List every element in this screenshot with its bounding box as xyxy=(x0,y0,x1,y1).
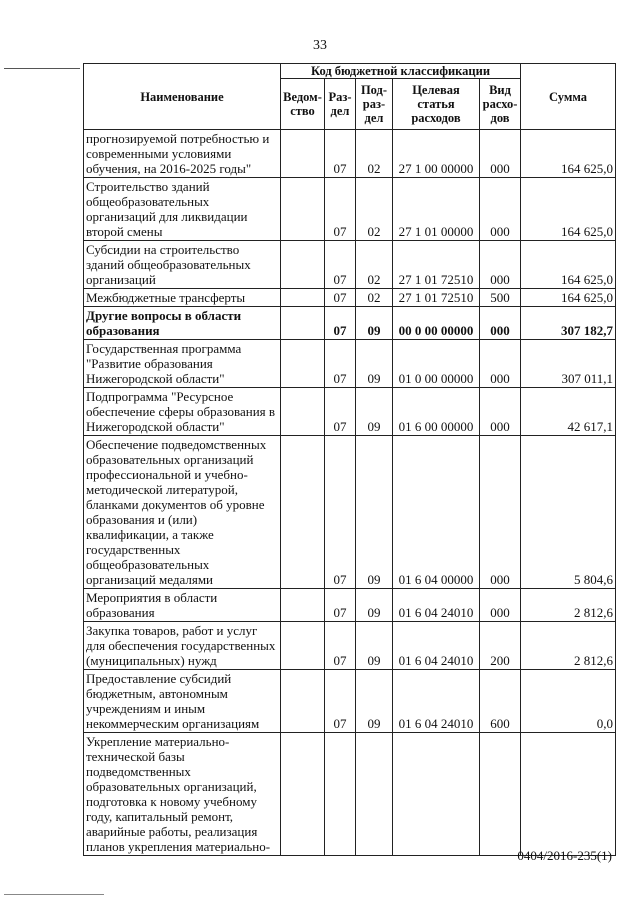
cell-expense-type: 000 xyxy=(480,178,521,241)
cell-podrazdel: 02 xyxy=(356,289,393,307)
cell-podrazdel: 09 xyxy=(356,340,393,388)
cell-name: Предоставление субсидий бюджетным, автономным учреждениям и иным некоммерческим организациям xyxy=(84,670,281,733)
cell-vedomstvo xyxy=(281,436,325,589)
cell-target-article: 27 1 01 00000 xyxy=(393,178,480,241)
cell-vedomstvo xyxy=(281,241,325,289)
cell-sum: 42 617,1 xyxy=(521,388,616,436)
cell-razdel: 07 xyxy=(325,670,356,733)
cell-podrazdel: 09 xyxy=(356,307,393,340)
cell-sum: 5 804,6 xyxy=(521,436,616,589)
cell-name: Межбюджетные трансферты xyxy=(84,289,281,307)
cell-target-article: 01 6 00 00000 xyxy=(393,388,480,436)
cell-razdel: 07 xyxy=(325,130,356,178)
cell-vedomstvo xyxy=(281,670,325,733)
table-row xyxy=(84,241,616,289)
table-row xyxy=(84,289,616,307)
table-row xyxy=(84,436,616,589)
header-target-article: Целевая статья расходов xyxy=(393,79,480,130)
cell-podrazdel: 09 xyxy=(356,388,393,436)
cell-expense-type: 500 xyxy=(480,289,521,307)
budget-table-body xyxy=(84,130,616,856)
cell-sum: 2 812,6 xyxy=(521,622,616,670)
cell-vedomstvo xyxy=(281,733,325,856)
cell-podrazdel: 02 xyxy=(356,130,393,178)
cell-podrazdel: 09 xyxy=(356,622,393,670)
cell-name: Подпрограмма "Ресурсное обеспечение сферы образования в Нижегородской области" xyxy=(84,388,281,436)
cell-razdel: 07 xyxy=(325,589,356,622)
cell-target-article: 27 1 01 72510 xyxy=(393,289,480,307)
cell-podrazdel: 02 xyxy=(356,241,393,289)
cell-razdel: 07 xyxy=(325,241,356,289)
cell-podrazdel: 09 xyxy=(356,436,393,589)
cell-name: Обеспечение подведомственных образовательных организаций профессиональной и учебно-методической литературой, бланками документов об уровне образования и (или) квалификации, а также государственных общеобразовательных организаций медалями xyxy=(84,436,281,589)
header-name: Наименование xyxy=(84,64,281,130)
table-row xyxy=(84,589,616,622)
cell-sum: 164 625,0 xyxy=(521,289,616,307)
header-podrazdel: Под-раз-дел xyxy=(356,79,393,130)
header-razdel: Раз-дел xyxy=(325,79,356,130)
cell-target-article: 01 6 04 24010 xyxy=(393,670,480,733)
cell-sum: 307 011,1 xyxy=(521,340,616,388)
cell-vedomstvo xyxy=(281,388,325,436)
cell-sum: 2 812,6 xyxy=(521,589,616,622)
cell-vedomstvo xyxy=(281,589,325,622)
cell-sum: 0,0 xyxy=(521,670,616,733)
cell-expense-type: 000 xyxy=(480,130,521,178)
cell-vedomstvo xyxy=(281,289,325,307)
cell-target-article: 01 0 00 00000 xyxy=(393,340,480,388)
table-row xyxy=(84,130,616,178)
cell-expense-type: 000 xyxy=(480,388,521,436)
cell-podrazdel: 09 xyxy=(356,589,393,622)
header-vedomstvo: Ведом-ство xyxy=(281,79,325,130)
cell-sum: 164 625,0 xyxy=(521,241,616,289)
cell-vedomstvo xyxy=(281,340,325,388)
table-row xyxy=(84,388,616,436)
cell-podrazdel: 09 xyxy=(356,670,393,733)
header-expense-type: Вид расхо-дов xyxy=(480,79,521,130)
cell-name: прогнозируемой потребностью и современными условиями обучения, на 2016-2025 годы" xyxy=(84,130,281,178)
cell-razdel: 07 xyxy=(325,178,356,241)
cell-expense-type: 600 xyxy=(480,670,521,733)
header-budget-code-group: Код бюджетной классификации xyxy=(281,64,521,79)
cell-razdel: 07 xyxy=(325,436,356,589)
table-row xyxy=(84,622,616,670)
cell-target-article: 00 0 00 00000 xyxy=(393,307,480,340)
cell-expense-type: 000 xyxy=(480,307,521,340)
table-row xyxy=(84,340,616,388)
cell-sum: 164 625,0 xyxy=(521,178,616,241)
cell-expense-type: 000 xyxy=(480,589,521,622)
cell-vedomstvo xyxy=(281,622,325,670)
cell-razdel: 07 xyxy=(325,289,356,307)
cell-razdel: 07 xyxy=(325,622,356,670)
cell-vedomstvo xyxy=(281,178,325,241)
table-row xyxy=(84,733,616,856)
cell-razdel: 07 xyxy=(325,388,356,436)
cell-target-article: 01 6 04 24010 xyxy=(393,622,480,670)
cell-expense-type: 000 xyxy=(480,436,521,589)
cell-name: Мероприятия в области образования xyxy=(84,589,281,622)
document-code: 0404/2016-235(1) xyxy=(517,848,612,863)
cell-sum: 164 625,0 xyxy=(521,130,616,178)
page-number: 33 xyxy=(313,38,327,53)
cell-name: Укрепление материально-технической базы подведомственных образовательных организаций, подготовка к новому учебному году, капитальный ремонт, аварийные работы, реализация планов укрепления материально- xyxy=(84,733,281,856)
table-row xyxy=(84,307,616,340)
cell-sum xyxy=(521,733,616,856)
cell-target-article: 27 1 00 00000 xyxy=(393,130,480,178)
cell-name: Другие вопросы в области образования xyxy=(84,307,281,340)
cell-name: Закупка товаров, работ и услуг для обеспечения государственных (муниципальных) нужд xyxy=(84,622,281,670)
table-row xyxy=(84,670,616,733)
cell-expense-type: 000 xyxy=(480,340,521,388)
cell-podrazdel: 02 xyxy=(356,178,393,241)
cell-podrazdel xyxy=(356,733,393,856)
cell-target-article: 27 1 01 72510 xyxy=(393,241,480,289)
budget-table xyxy=(83,63,616,856)
cell-vedomstvo xyxy=(281,130,325,178)
cell-target-article xyxy=(393,733,480,856)
table-row xyxy=(84,178,616,241)
cell-sum: 307 182,7 xyxy=(521,307,616,340)
cell-razdel: 07 xyxy=(325,307,356,340)
cell-target-article: 01 6 04 00000 xyxy=(393,436,480,589)
cell-name: Субсидии на строительство зданий общеобразовательных организаций xyxy=(84,241,281,289)
scan-edge-line xyxy=(4,68,80,69)
cell-expense-type: 000 xyxy=(480,241,521,289)
cell-target-article: 01 6 04 24010 xyxy=(393,589,480,622)
header-sum: Сумма xyxy=(521,64,616,130)
cell-expense-type xyxy=(480,733,521,856)
cell-expense-type: 200 xyxy=(480,622,521,670)
cell-razdel xyxy=(325,733,356,856)
scan-edge-line xyxy=(4,894,104,895)
cell-razdel: 07 xyxy=(325,340,356,388)
cell-name: Государственная программа "Развитие образования Нижегородской области" xyxy=(84,340,281,388)
cell-name: Строительство зданий общеобразовательных организаций для ликвидации второй смены xyxy=(84,178,281,241)
cell-vedomstvo xyxy=(281,307,325,340)
